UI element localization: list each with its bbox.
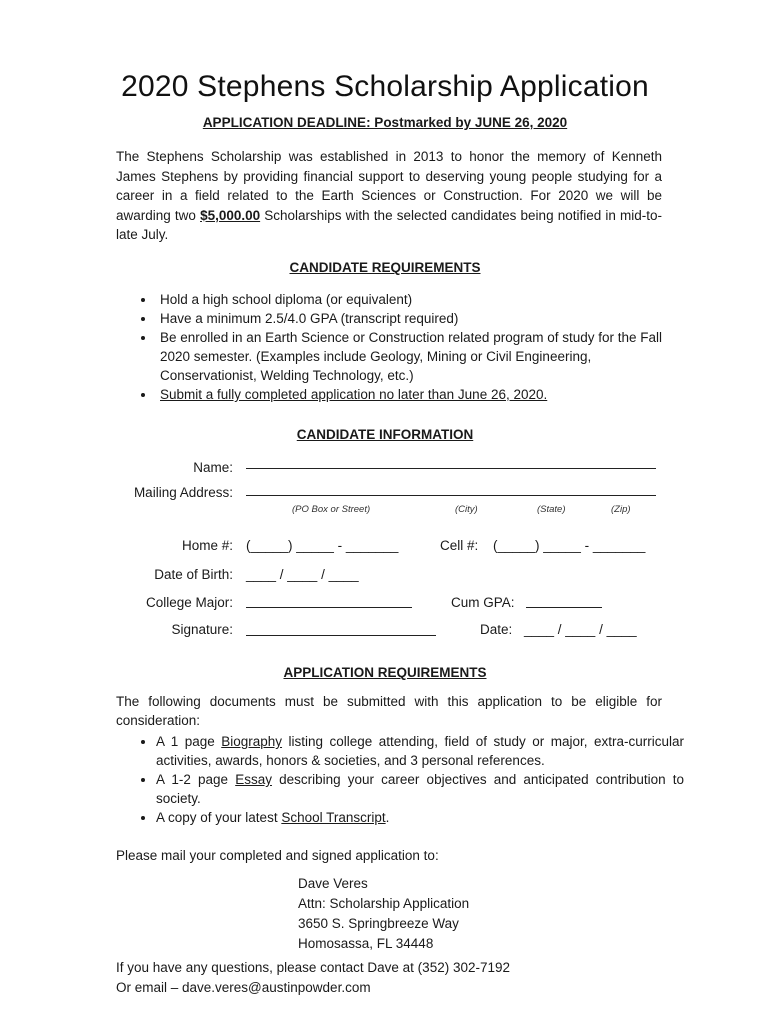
list-item: • Submit a fully completed application no later than June 26, 2020. [156,385,682,404]
address-hint-state: (State) [537,504,566,515]
item-text-post: listing college attending, field of study or major, extra-curricular activities, awards, honors & societies, and 3 personal references. [156,734,684,768]
name-field[interactable] [246,468,656,469]
signature-label: Signature: [171,622,233,637]
list-item: • Have a minimum 2.5/4.0 GPA (transcript required) [156,309,682,328]
list-item [156,770,684,808]
mailing-instructions: Please mail your completed and signed application to: [116,848,439,863]
application-requirements-heading: APPLICATION REQUIREMENTS [283,665,487,680]
page-title: 2020 Stephens Scholarship Application [121,70,649,103]
item-text-pre: A copy of your latest [156,810,282,825]
address-hint-zip: (Zip) [611,504,631,515]
address-line: 3650 S. Springbreeze Way [298,916,459,931]
application-requirements-intro: The following documents must be submitted with this application to be eligible for consideration: [116,694,662,728]
address-hint-city: (City) [455,504,478,515]
item-text-pre: A 1-2 page [156,772,236,787]
candidate-requirements-heading: CANDIDATE REQUIREMENTS [289,260,481,275]
document-name: Biography [221,734,283,749]
cell-phone-field[interactable]: (_____) _____ - _______ [493,538,646,553]
item-text-post: . [385,810,390,825]
college-major-label: College Major: [145,595,233,610]
contact-block [116,958,510,998]
date-label: Date: [480,622,513,637]
scholarship-amount: $5,000.00 [200,207,261,223]
signature-field[interactable] [246,635,436,636]
item-text-pre: A 1 page [156,734,222,749]
application-deadline: APPLICATION DEADLINE: Postmarked by JUNE 26, 2020 [202,115,568,130]
address-line: Attn: Scholarship Application [298,896,470,911]
list-item [156,732,684,770]
list-item [156,808,684,827]
document-name: Essay [235,772,272,787]
address-line: Dave Veres [298,876,368,891]
mailing-address-field[interactable] [246,495,656,496]
contact-email-line: Or email – dave.veres@austinpowder.com [116,980,371,995]
cum-gpa-label: Cum GPA: [451,595,515,610]
candidate-information-heading: CANDIDATE INFORMATION [296,427,474,442]
name-label: Name: [193,460,233,475]
address-line: Homosassa, FL 34448 [298,936,434,951]
mailing-address-label: Mailing Address: [133,485,233,500]
document-name: School Transcript [281,810,386,825]
date-field[interactable]: ____ / ____ / ____ [524,622,637,637]
application-requirements-list [134,732,684,827]
intro-paragraph [116,147,662,245]
cum-gpa-field[interactable] [526,607,602,608]
cell-phone-label: Cell #: [440,538,479,553]
candidate-requirements-list [134,290,682,404]
date-of-birth-label: Date of Birth: [154,567,233,582]
mailing-address-block [298,874,469,954]
intro-text-after: Scholarships with the selected candidates being notified in mid-to-late July. [116,207,662,242]
college-major-field[interactable] [246,607,412,608]
home-phone-field[interactable]: (_____) _____ - _______ [246,538,399,553]
list-item: • Hold a high school diploma (or equivalent) [156,290,682,309]
address-hint-street: (PO Box or Street) [292,504,371,515]
contact-phone-line: If you have any questions, please contact Dave at (352) 302-7192 [116,960,511,975]
intro-text-before: The Stephens Scholarship was established in 2013 to honor the memory of Kenneth James Stephens by providing financial support to deserving young people studying for a career in a field related to the Earth Sciences or Construction. For 2020 we will be awarding two [116,149,662,223]
list-item: • Be enrolled in an Earth Science or Construction related program of study for the Fall 2020 semester. (Examples include Geology, Mining or Civil Engineering, Conservationist, Welding Technology, etc.) [156,328,682,385]
home-phone-label: Home #: [181,538,233,553]
item-text-post: describing your career objectives and anticipated contribution to society. [156,772,684,806]
date-of-birth-field[interactable]: ____ / ____ / ____ [246,567,359,582]
